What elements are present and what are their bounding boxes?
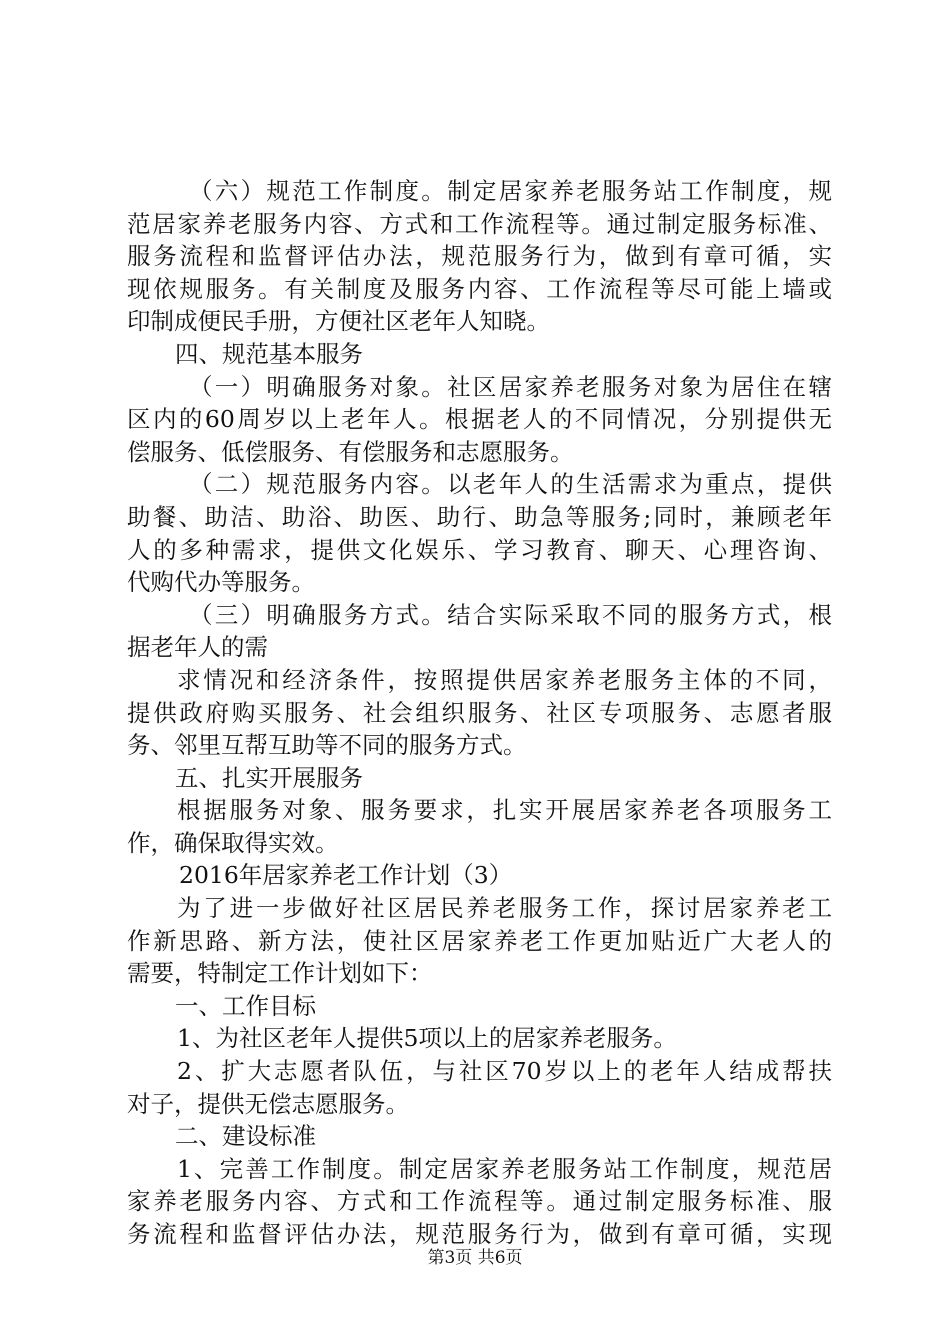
text-line: 需要，特制定工作计划如下： xyxy=(127,959,433,988)
text-line: 作新思路、新方法，使社区居家养老工作更加贴近广大老人的 xyxy=(127,926,832,955)
text-line: 代购代办等服务。 xyxy=(127,568,315,597)
text-line: 偿服务、低偿服务、有偿服务和志愿服务。 xyxy=(127,437,574,466)
text-line: 助餐、助洁、助浴、助医、助行、助急等服务;同时，兼顾老年 xyxy=(127,502,832,531)
document-body xyxy=(127,175,832,1251)
page-footer xyxy=(0,1243,950,1268)
text-line: 现依规服务。有关制度及服务内容、工作流程等尽可能上墙或 xyxy=(127,274,832,303)
section-heading: 五、扎实开展服务 xyxy=(175,763,363,792)
section-heading: 一、工作目标 xyxy=(175,991,316,1020)
text-line: 服务流程和监督评估办法，规范服务行为，做到有章可循，实 xyxy=(127,242,832,271)
text-line: （六）规范工作制度。制定居家养老服务站工作制度，规 xyxy=(189,177,832,205)
text-line: 2、扩大志愿者队伍，与社区70岁以上的老年人结成帮扶 xyxy=(177,1057,832,1086)
text-line: 对子，提供无偿志愿服务。 xyxy=(127,1089,409,1118)
page-number: 第3页 共6页 xyxy=(427,1248,523,1268)
text-line: 1、为社区老年人提供5项以上的居家养老服务。 xyxy=(177,1024,677,1053)
section-heading: 二、建设标准 xyxy=(175,1122,316,1151)
text-line: 据老年人的需 xyxy=(127,633,268,662)
text-line: 作，确保取得实效。 xyxy=(127,828,339,857)
text-line: （二）规范服务内容。以老年人的生活需求为重点，提供 xyxy=(189,470,832,499)
text-line: 印制成便民手册，方便社区老年人知晓。 xyxy=(127,307,550,336)
text-line: 根据服务对象、服务要求，扎实开展居家养老各项服务工 xyxy=(177,796,832,825)
text-line: 范居家养老服务内容、方式和工作流程等。通过制定服务标准、 xyxy=(127,209,832,238)
text-line: 务流程和监督评估办法，规范服务行为，做到有章可循，实现 xyxy=(127,1220,832,1248)
text-line: 家养老服务内容、方式和工作流程等。通过制定服务标准、服 xyxy=(127,1187,832,1216)
document-subtitle: 2016年居家养老工作计划（3） xyxy=(179,861,513,890)
text-line: 区内的60周岁以上老年人。根据老人的不同情况，分别提供无 xyxy=(127,405,832,434)
text-line: 1、完善工作制度。制定居家养老服务站工作制度，规范居 xyxy=(177,1154,832,1183)
text-line: 提供政府购买服务、社会组织服务、社区专项服务、志愿者服 xyxy=(127,698,832,727)
section-heading: 四、规范基本服务 xyxy=(175,339,363,368)
text-line: 人的多种需求，提供文化娱乐、学习教育、聊天、心理咨询、 xyxy=(127,535,832,564)
text-line: （三）明确服务方式。结合实际采取不同的服务方式，根 xyxy=(189,600,832,629)
text-line: 求情况和经济条件，按照提供居家养老服务主体的不同， xyxy=(177,665,832,694)
text-line: 为了进一步做好社区居民养老服务工作，探讨居家养老工 xyxy=(177,894,832,923)
text-line: 务、邻里互帮互助等不同的服务方式。 xyxy=(127,731,527,760)
text-line: （一）明确服务对象。社区居家养老服务对象为居住在辖 xyxy=(189,372,832,401)
